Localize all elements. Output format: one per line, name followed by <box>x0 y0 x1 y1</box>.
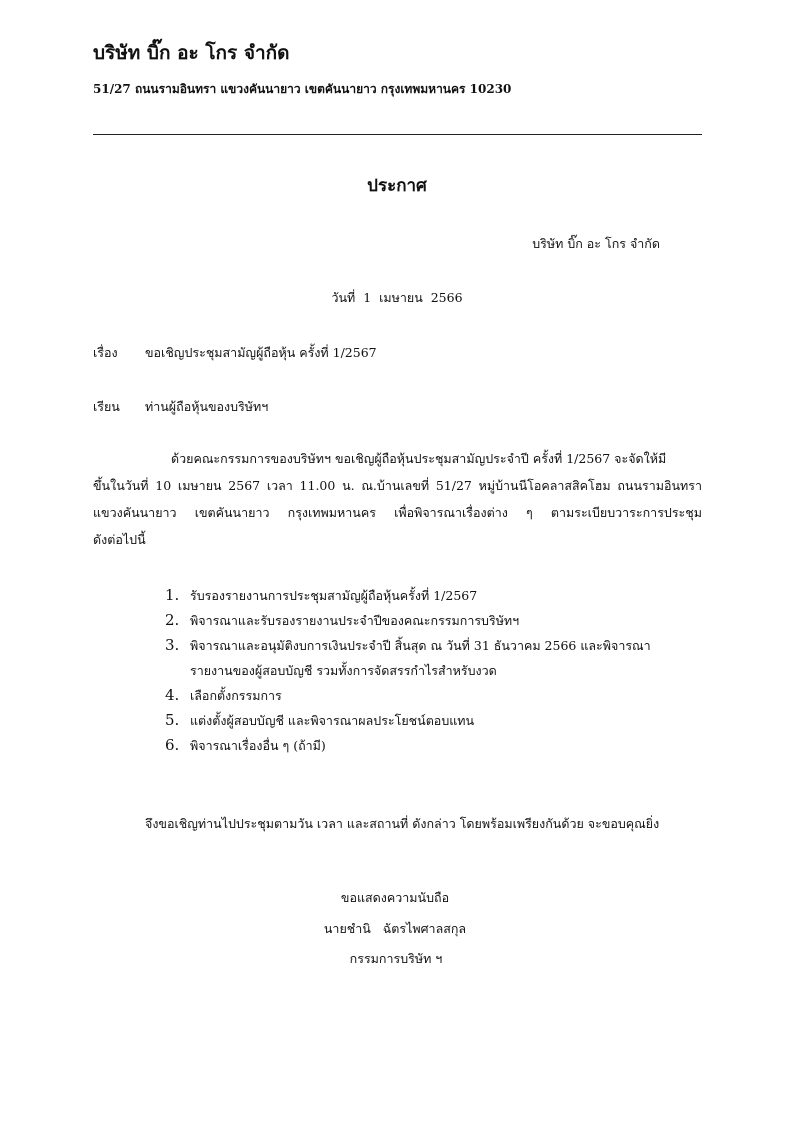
agenda-text: รับรองรายงานการประชุมสามัญผู้ถือหุ้นครั้งที่ 1/2567 <box>190 588 478 603</box>
company-name: บริษัท บิ๊ก อะ โกร จำกัด <box>93 42 290 64</box>
document-date: วันที่ 1 เมษายน 2566 <box>331 290 463 305</box>
agenda-text: พิจารณาและอนุมัติงบการเงินประจำปี สิ้นสุด ณ วันที่ 31 ธันวาคม 2566 และพิจารณา <box>190 638 651 653</box>
subject-label: เรื่อง <box>93 345 118 360</box>
agenda-item <box>165 633 705 683</box>
signatory-title: กรรมการบริษัท ฯ <box>349 951 443 966</box>
header-divider <box>93 134 702 135</box>
agenda-number: 5. <box>165 711 180 729</box>
closing-paragraph: จึงขอเชิญท่านไปประชุมตามวัน เวลา และสถานที่ ดังกล่าว โดยพร้อมเพรียงกันด้วย จะขอบคุณยิ่ง <box>145 816 660 831</box>
agenda-text: แต่งตั้งผู้สอบบัญชี และพิจารณาผลประโยชน์ตอบแทน <box>190 713 475 728</box>
body-line: ด้วยคณะกรรมการของบริษัทฯ ขอเชิญผู้ถือหุ้นประชุมสามัญประจำปี ครั้งที่ 1/2567 จะจัดให้มี <box>171 451 667 466</box>
issuer-name: บริษัท บิ๊ก อะ โกร จำกัด <box>532 236 660 251</box>
body-line: ขึ้นในวันที่ 10 เมษายน 2567 เวลา 11.00 น. ณ.บ้านเลขที่ 51/27 หมู่บ้านนีโอคลาสสิคโฮม ถนนรามอินทรา <box>93 478 702 493</box>
agenda-item <box>165 708 705 733</box>
agenda-list <box>165 583 705 758</box>
signatory-name: นายชำนิ ฉัตรไพศาลสกุล <box>323 921 467 936</box>
subject-row <box>93 343 377 363</box>
document-title: ประกาศ <box>367 176 427 196</box>
recipient-row <box>93 397 268 417</box>
body-line: ดังต่อไปนี้ <box>93 532 146 547</box>
agenda-item <box>165 683 705 708</box>
agenda-number: 2. <box>165 611 180 629</box>
agenda-text: พิจารณาและรับรองรายงานประจำปีของคณะกรรมการบริษัทฯ <box>190 613 520 628</box>
recipient-label: เรียน <box>93 399 120 414</box>
company-address: 51/27 ถนนรามอินทรา แขวงคันนายาว เขตคันนายาว กรุงเทพมหานคร 10230 <box>93 82 512 96</box>
agenda-number: 1. <box>165 586 180 604</box>
agenda-item <box>165 608 705 633</box>
subject-text: ขอเชิญประชุมสามัญผู้ถือหุ้น ครั้งที่ 1/2567 <box>145 345 377 360</box>
agenda-text: เลือกตั้งกรรมการ <box>190 688 282 703</box>
body-paragraph <box>93 445 702 553</box>
agenda-text: พิจารณาเรื่องอื่น ๆ (ถ้ามี) <box>190 738 326 753</box>
agenda-number: 4. <box>165 686 180 704</box>
signature-regards: ขอแสดงความนับถือ <box>340 890 450 905</box>
agenda-number: 6. <box>165 736 180 754</box>
agenda-item <box>165 583 705 608</box>
agenda-text-continued: รายงานของผู้สอบบัญชี รวมทั้งการจัดสรรกำไรสำหรับงวด <box>190 663 497 678</box>
agenda-item <box>165 733 705 758</box>
body-line: แขวงคันนายาว เขตคันนายาว กรุงเทพมหานคร เพื่อพิจารณาเรื่องต่าง ๆ ตามระเบียบวาระการประชุม <box>93 505 702 520</box>
agenda-number: 3. <box>165 636 180 654</box>
recipient-text: ท่านผู้ถือหุ้นของบริษัทฯ <box>145 399 269 414</box>
